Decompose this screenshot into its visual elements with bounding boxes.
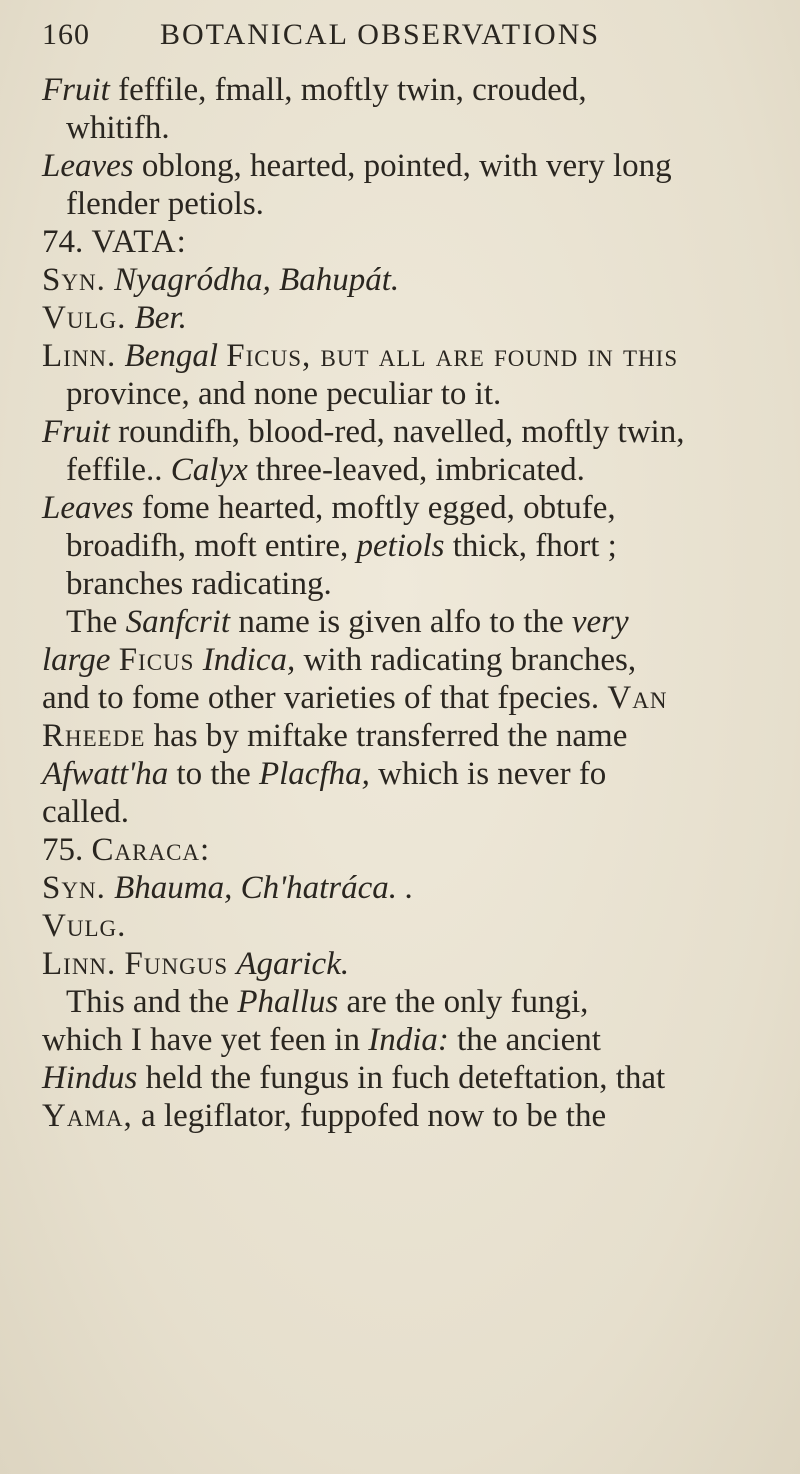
term-fruit: Fruit <box>42 72 110 108</box>
page-header <box>42 18 762 62</box>
entry-number: 74. <box>42 224 84 260</box>
line-text: feffile, fmall, moftly twin, crouded, <box>118 72 587 108</box>
line-text: fome hearted, moftly egged, obtufe, <box>141 490 616 526</box>
entry-name: VATA: <box>91 224 187 260</box>
line-text: roundifh, blood-red, navelled, moftly twin, <box>118 414 685 450</box>
line-text: Ficus, but all are found in this <box>226 338 679 374</box>
term-petiols: petiols <box>356 528 445 564</box>
line-text: whitifh. <box>66 110 170 146</box>
entry-number: 75. <box>42 832 84 868</box>
line-text: has by miftake transferred the name <box>153 718 628 754</box>
line-text: held the fungus in fuch deteftation, that <box>145 1060 666 1096</box>
line-text: very <box>571 604 629 640</box>
text-line <box>42 1020 601 1060</box>
text-line <box>66 526 617 566</box>
line-text: large <box>42 642 111 678</box>
text-line <box>66 602 629 642</box>
term-hindus: Hindus <box>42 1060 138 1096</box>
line-text: province, and none peculiar to it. <box>66 376 502 412</box>
line-text: This and the <box>66 984 230 1020</box>
label-linn: Linn. <box>42 946 117 982</box>
text-line <box>66 450 585 490</box>
text-line <box>66 108 170 148</box>
term-phallus: Phallus <box>237 984 339 1020</box>
line-text: with radicating branches, <box>303 642 637 678</box>
term-leaves: Leaves <box>42 148 134 184</box>
line-text: which is never fo <box>378 756 607 792</box>
name-yama: Yama, <box>42 1098 133 1134</box>
term-leaves: Leaves <box>42 490 134 526</box>
line-text: Bhauma, Ch'hatráca. . <box>114 870 414 906</box>
text-line <box>42 146 672 186</box>
text-line <box>42 260 399 300</box>
text-line <box>66 184 264 224</box>
line-text: the ancient <box>457 1022 601 1058</box>
term-fruit: Fruit <box>42 414 110 450</box>
line-text: are the only fungi, <box>346 984 589 1020</box>
text-line <box>42 298 187 338</box>
line-text: called. <box>42 794 130 830</box>
line-text: broadifh, moft entire, <box>66 528 349 564</box>
text-line <box>42 906 126 946</box>
text-line <box>42 640 636 680</box>
line-text: oblong, hearted, pointed, with very long <box>141 148 672 184</box>
label-vulg: Vulg. <box>42 300 127 336</box>
text-line <box>42 1058 665 1098</box>
text-line <box>42 70 587 110</box>
line-text: feffile.. <box>66 452 163 488</box>
text-line <box>42 868 414 908</box>
text-line <box>66 564 332 604</box>
line-text: thick, fhort ; <box>452 528 617 564</box>
text-line <box>66 374 501 414</box>
text-line <box>42 412 684 452</box>
line-text: Nyagródha, Bahupát. <box>114 262 400 298</box>
line-text: and to fome other varieties of that fpecies. <box>42 680 600 716</box>
name-rheede: Rheede <box>42 718 146 754</box>
entry-heading <box>42 830 210 870</box>
line-text: Bengal <box>124 338 219 374</box>
line-text: Fungus <box>124 946 229 982</box>
page-number: 160 <box>42 18 90 51</box>
entry-name: Caraca: <box>91 832 211 868</box>
line-text: Indica, <box>202 642 296 678</box>
term-aswattha: Afwatt'ha <box>42 756 169 792</box>
term-sanscrit: Sanfcrit <box>125 604 231 640</box>
line-text: name is given alfo to the <box>238 604 564 640</box>
line-text: a legiflator, fuppofed now to be the <box>141 1098 607 1134</box>
text-line <box>42 754 606 794</box>
text-line <box>42 488 616 528</box>
text-line <box>42 944 349 984</box>
text-line <box>42 716 627 756</box>
name-van: Van <box>607 680 668 716</box>
line-text: branches radicating. <box>66 566 332 602</box>
text-line <box>42 678 667 718</box>
term-india: India: <box>368 1022 449 1058</box>
line-text: Agarick. <box>236 946 350 982</box>
label-linn: Linn. <box>42 338 117 374</box>
line-text: Ber. <box>134 300 187 336</box>
line-text: Ficus <box>118 642 195 678</box>
text-line <box>42 792 129 832</box>
label-syn: Syn. <box>42 870 106 906</box>
line-text: flender petiols. <box>66 186 264 222</box>
line-text: to the <box>176 756 251 792</box>
term-calyx: Calyx <box>170 452 248 488</box>
term-placsha: Placfha, <box>258 756 370 792</box>
running-title: BOTANICAL OBSERVATIONS <box>160 18 601 51</box>
line-text: which I have yet feen in <box>42 1022 360 1058</box>
label-vulg: Vulg. <box>42 908 127 944</box>
entry-heading <box>42 222 187 262</box>
label-syn: Syn. <box>42 262 106 298</box>
text-line <box>42 1096 606 1136</box>
text-line <box>66 982 588 1022</box>
line-text: The <box>66 604 118 640</box>
line-text: three-leaved, imbricated. <box>256 452 585 488</box>
text-line <box>42 336 678 376</box>
